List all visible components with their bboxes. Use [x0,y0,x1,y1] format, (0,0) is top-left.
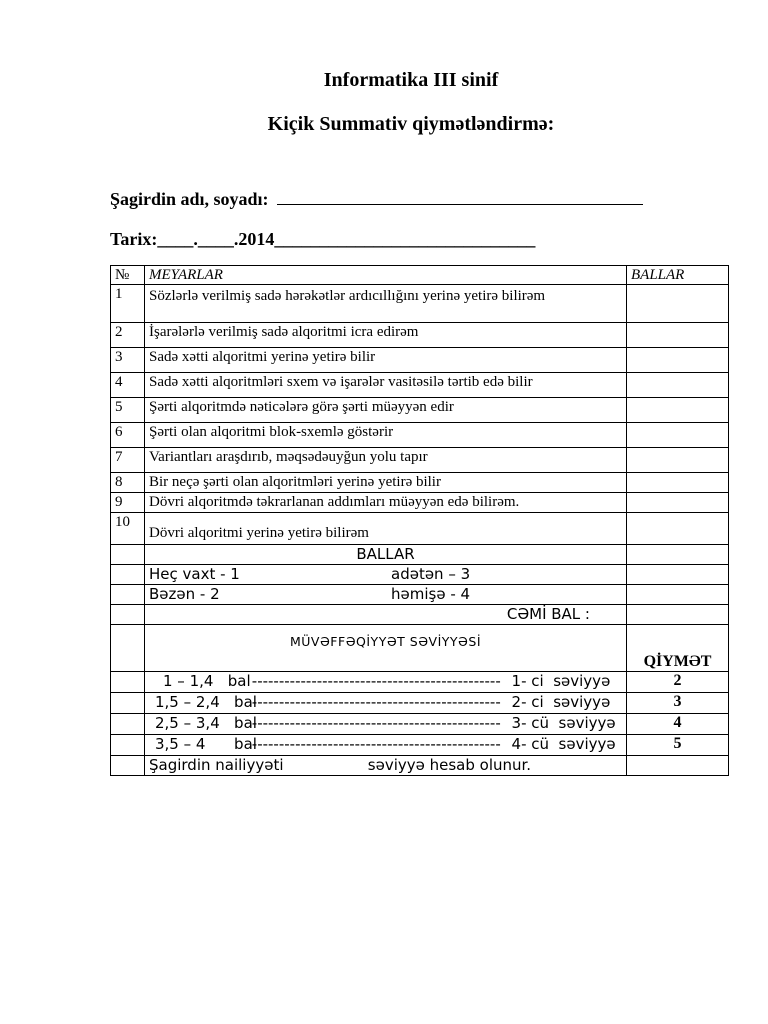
table-row [111,493,729,513]
points-cell[interactable] [627,473,729,493]
table-row [111,285,729,323]
header-points: BALLAR [627,266,729,285]
level-name: 4- cü səviyyə [511,735,616,753]
level-row [111,714,729,735]
criteria-text: Sözlərlə verilmiş sadə hərəkətlər ardıcıllığını yerinə yetirə bilirəm [145,285,627,323]
level-range: 1,5 – 2,4 bal [155,693,257,711]
points-cell[interactable] [627,285,729,323]
achievement-row [111,756,729,776]
grade-header: QİYMƏT [627,625,729,672]
grade-value: 3 [627,693,729,714]
points-cell[interactable] [627,448,729,473]
student-name-label: Şagirdin adı, soyadı: [110,189,269,209]
scale-line [145,585,627,605]
total-cell[interactable] [627,605,729,625]
total-label: CƏMİ BAL : [145,605,627,625]
criteria-text: Sadə xətti alqoritmi yerinə yetirə bilir [145,348,627,373]
table-row [111,448,729,473]
points-cell[interactable] [627,323,729,348]
level-line [145,693,627,714]
table-row [111,373,729,398]
level-line [145,714,627,735]
criteria-text: İşarələrlə verilmiş sadə alqoritmi icra edirəm [145,323,627,348]
document-subtitle: Kiçik Summativ qiymətləndirmə: [267,113,555,135]
document-title: Informatika III sinif [323,69,499,91]
criteria-text: Şərti alqoritmdə nəticələrə görə şərti müəyyən edir [145,398,627,423]
achievement-cell[interactable] [627,756,729,776]
achievement-line [145,756,627,776]
row-number: 6 [111,423,145,448]
level-row [111,735,729,756]
points-cell[interactable] [627,348,729,373]
scale-title: BALLAR [145,545,627,565]
table-row [111,423,729,448]
scale-never: Heç vaxt - 1 [149,565,240,583]
row-number: 1 [111,285,145,323]
level-dashes: ---------------------------------------------- [251,672,501,690]
criteria-text: Dövri alqoritmdə təkrarlanan addımları müəyyən edə bilirəm. [145,493,627,513]
level-line [145,735,627,756]
level-name: 2- ci səviyyə [511,693,611,711]
scale-always: həmişə - 4 [391,585,471,603]
grade-value: 4 [627,714,729,735]
points-cell[interactable] [627,493,729,513]
levels-title: MÜVƏFFƏQİYYƏT SƏVİYYƏSİ [145,625,627,672]
row-number: 10 [111,513,145,545]
table-row [111,323,729,348]
criteria-text: Bir neçə şərti olan alqoritmləri yerinə yetirə bilir [145,473,627,493]
table-row [111,398,729,423]
row-number: 3 [111,348,145,373]
header-criteria: MEYARLAR [145,266,627,285]
criteria-text: Variantları araşdırıb, məqsədəuyğun yolu tapır [145,448,627,473]
achievement-left: Şagirdin nailiyyəti [149,756,284,774]
table-header-row [111,266,729,285]
levels-header-row [111,625,729,672]
scale-sometimes: Bəzən - 2 [149,585,220,603]
student-name-field [110,189,643,210]
points-cell[interactable] [627,423,729,448]
level-row [111,693,729,714]
row-number: 5 [111,398,145,423]
scale-title-row [111,545,729,565]
level-dashes: ---------------------------------------------- [251,714,501,732]
level-dashes: ---------------------------------------------- [251,693,501,711]
table-row [111,348,729,373]
total-row [111,605,729,625]
date-label: Tarix:____.____.2014_____________________________ [110,229,536,249]
level-name: 1- ci səviyyə [511,672,611,690]
points-cell[interactable] [627,513,729,545]
achievement-right: səviyyə hesab olunur. [367,756,532,774]
grade-value: 5 [627,735,729,756]
row-number: 9 [111,493,145,513]
scale-row [111,585,729,605]
criteria-table [110,265,729,776]
level-range: 3,5 – 4 bal [155,735,257,753]
grade-value: 2 [627,672,729,693]
row-number: 4 [111,373,145,398]
level-name: 3- cü səviyyə [511,714,616,732]
table-row [111,473,729,493]
row-number: 8 [111,473,145,493]
scale-line [145,565,627,585]
scale-usually: adətən – 3 [391,565,471,583]
points-cell[interactable] [627,398,729,423]
criteria-text: Dövri alqoritmi yerinə yetirə bilirəm [145,513,627,545]
row-number: 2 [111,323,145,348]
criteria-text: Şərti olan alqoritmi blok-sxemlə göstərir [145,423,627,448]
table-row [111,513,729,545]
header-number: № [111,266,145,285]
points-cell[interactable] [627,373,729,398]
criteria-text: Sadə xətti alqoritmləri sxem və işarələr vasitəsilə tərtib edə bilir [145,373,627,398]
level-range: 1 – 1,4 bal [163,672,251,690]
level-line [145,672,627,693]
level-row [111,672,729,693]
date-field[interactable] [110,229,535,250]
level-dashes: ---------------------------------------------- [251,735,501,753]
student-name-blank[interactable] [277,190,643,205]
scale-row [111,565,729,585]
level-range: 2,5 – 3,4 bal [155,714,257,732]
row-number: 7 [111,448,145,473]
